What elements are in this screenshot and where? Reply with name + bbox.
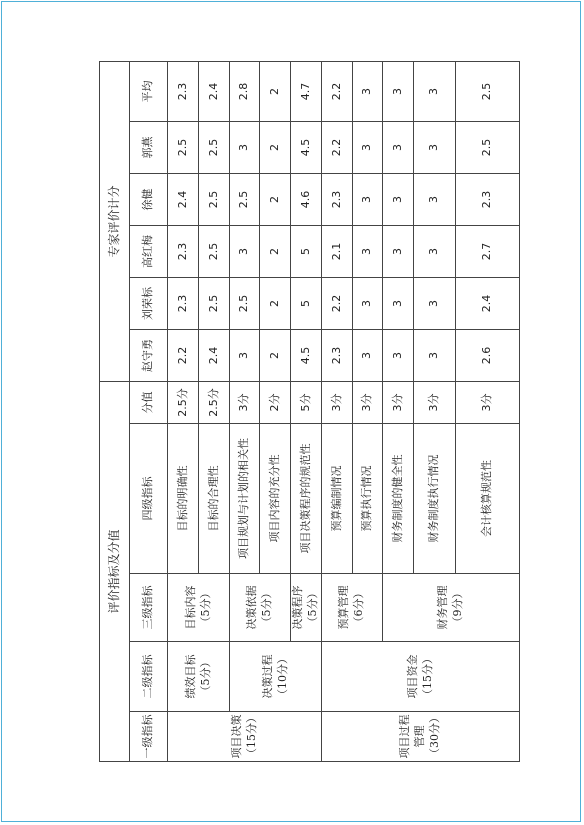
- l1-score: （30分）: [427, 712, 441, 759]
- expert-score-cell: 3: [230, 225, 260, 277]
- l1-cell: [168, 712, 322, 762]
- expert-score-cell: 5: [291, 277, 322, 329]
- expert-score-cell: 2.5: [199, 121, 230, 173]
- score-cell: 2.5分: [199, 381, 230, 423]
- l1-score: （15分）: [244, 712, 258, 759]
- l3-name: 预算管理: [337, 585, 351, 630]
- l4-cell: 财务制度执行情况: [414, 424, 456, 574]
- l4-cell: 目标的明确性: [168, 424, 199, 574]
- expert-score-cell: 3: [230, 329, 260, 381]
- avg-cell: 2.3: [168, 61, 199, 121]
- avg-cell: 3: [383, 61, 414, 121]
- expert-score-cell: 2.2: [168, 329, 199, 381]
- col-expert-4-header: 徐健: [130, 173, 168, 225]
- l2-name: 绩效目标: [183, 654, 197, 699]
- expert-score-cell: 2.6: [456, 329, 520, 381]
- expert-score-cell: 2.5: [168, 121, 199, 173]
- l1-name: 项目决策: [229, 714, 243, 759]
- l2-name: 决策过程: [260, 654, 274, 699]
- l4-cell: 预算编制情况: [322, 424, 353, 574]
- col-l2-header: 二级指标: [130, 642, 168, 712]
- l2-cell: [322, 642, 520, 712]
- table-row: [322, 61, 353, 761]
- l3-cell: [383, 574, 520, 642]
- expert-score-cell: 3: [353, 225, 383, 277]
- avg-cell: 2.5: [456, 61, 520, 121]
- l4-cell: 项目决策程序的规范性: [291, 424, 322, 574]
- expert-score-cell: 2: [260, 329, 291, 381]
- group-eval-header: 评价指标及分值: [100, 381, 130, 761]
- expert-score-cell: 2.5: [456, 121, 520, 173]
- table-row: [230, 61, 260, 761]
- expert-score-cell: 2.5: [199, 173, 230, 225]
- avg-cell: 4.7: [291, 61, 322, 121]
- evaluation-table: [99, 61, 520, 762]
- l3-name: 目标内容: [183, 585, 197, 630]
- l4-cell: 项目内容的充分性: [260, 424, 291, 574]
- score-cell: 3分: [383, 381, 414, 423]
- avg-cell: 2: [260, 61, 291, 121]
- expert-score-cell: 2.3: [456, 173, 520, 225]
- expert-score-cell: 5: [291, 225, 322, 277]
- l3-score: （5分）: [260, 587, 273, 628]
- expert-score-cell: 3: [414, 329, 456, 381]
- expert-score-cell: 2.5: [199, 225, 230, 277]
- l1-name: 项目过程管理: [398, 714, 427, 759]
- col-expert-5-header: 郭燕: [130, 121, 168, 173]
- expert-score-cell: 2.5: [199, 277, 230, 329]
- col-expert-2-header: 刘荣标: [130, 277, 168, 329]
- expert-score-cell: 2.3: [168, 277, 199, 329]
- l3-cell: [291, 574, 322, 642]
- l3-cell: [322, 574, 383, 642]
- expert-score-cell: 3: [383, 277, 414, 329]
- group-expert-header: 专家评价计分: [100, 61, 130, 381]
- l2-score: （10分）: [275, 653, 289, 700]
- expert-score-cell: 2.3: [168, 225, 199, 277]
- expert-score-cell: 2.7: [456, 225, 520, 277]
- expert-score-cell: 2.5: [230, 277, 260, 329]
- rotated-table-container: [99, 62, 519, 762]
- l3-name: 财务管理: [436, 585, 450, 630]
- expert-score-cell: 3: [414, 225, 456, 277]
- score-cell: 3分: [322, 381, 353, 423]
- l4-cell: 预算执行情况: [353, 424, 383, 574]
- col-l1-header: 一级指标: [130, 712, 168, 762]
- expert-score-cell: 3: [383, 329, 414, 381]
- expert-score-cell: 2: [260, 121, 291, 173]
- col-avg-header: 平均: [130, 61, 168, 121]
- expert-score-cell: 4.6: [291, 173, 322, 225]
- expert-score-cell: 3: [353, 277, 383, 329]
- expert-score-cell: 3: [353, 121, 383, 173]
- l3-score: （5分）: [306, 587, 319, 628]
- avg-cell: 2.2: [322, 61, 353, 121]
- expert-score-cell: 3: [353, 173, 383, 225]
- l3-cell: [230, 574, 291, 642]
- expert-score-cell: 2.3: [322, 173, 353, 225]
- expert-score-cell: 2: [260, 173, 291, 225]
- l3-score: （5分）: [198, 587, 212, 628]
- score-cell: 2.5分: [168, 381, 199, 423]
- l1-cell: [322, 712, 520, 762]
- expert-score-cell: 2.1: [322, 225, 353, 277]
- l2-score: （15分）: [420, 653, 434, 700]
- l4-cell: 会计核算规范性: [456, 424, 520, 574]
- expert-score-cell: 2.4: [168, 173, 199, 225]
- expert-score-cell: 2.4: [456, 277, 520, 329]
- avg-cell: 3: [414, 61, 456, 121]
- group-header-row: [100, 61, 130, 761]
- l2-cell: [230, 642, 322, 712]
- l2-score: （5分）: [198, 656, 212, 697]
- l2-name: 项目资金: [405, 654, 419, 699]
- expert-score-cell: 2.5: [230, 173, 260, 225]
- expert-score-cell: 3: [353, 329, 383, 381]
- expert-score-cell: 2.2: [322, 277, 353, 329]
- avg-cell: 2.4: [199, 61, 230, 121]
- table-row: [168, 61, 199, 761]
- expert-score-cell: 2.3: [322, 329, 353, 381]
- expert-score-cell: 3: [383, 121, 414, 173]
- col-l3-header: 三级指标: [130, 574, 168, 642]
- col-score-header: 分值: [130, 381, 168, 423]
- expert-score-cell: 2: [260, 225, 291, 277]
- l3-name: 决策依据: [245, 585, 259, 630]
- l3-score: （6分）: [352, 587, 365, 628]
- score-cell: 3分: [230, 381, 260, 423]
- expert-score-cell: 2: [260, 277, 291, 329]
- expert-score-cell: 4.5: [291, 121, 322, 173]
- avg-cell: 2.8: [230, 61, 260, 121]
- score-cell: 5分: [291, 381, 322, 423]
- col-expert-1-header: 赵守勇: [130, 329, 168, 381]
- l3-score: （9分）: [451, 587, 464, 628]
- score-cell: 3分: [414, 381, 456, 423]
- col-expert-3-header: 高红梅: [130, 225, 168, 277]
- l4-cell: 项目规划与计划的相关性: [230, 424, 260, 574]
- l4-cell: 财务制度的健全性: [383, 424, 414, 574]
- expert-score-cell: 2.2: [322, 121, 353, 173]
- expert-score-cell: 3: [383, 173, 414, 225]
- expert-score-cell: 3: [414, 173, 456, 225]
- expert-score-cell: 3: [383, 225, 414, 277]
- expert-score-cell: 3: [230, 121, 260, 173]
- l4-cell: 目标的合理性: [199, 424, 230, 574]
- score-cell: 2分: [260, 381, 291, 423]
- score-cell: 3分: [456, 381, 520, 423]
- l3-cell: [168, 574, 230, 642]
- l3-name: 决策程序: [291, 585, 305, 630]
- l2-cell: [168, 642, 230, 712]
- expert-score-cell: 4.5: [291, 329, 322, 381]
- expert-score-cell: 3: [414, 121, 456, 173]
- column-header-row: [130, 61, 168, 761]
- score-cell: 3分: [353, 381, 383, 423]
- avg-cell: 3: [353, 61, 383, 121]
- expert-score-cell: 3: [414, 277, 456, 329]
- col-l4-header: 四级指标: [130, 424, 168, 574]
- expert-score-cell: 2.4: [199, 329, 230, 381]
